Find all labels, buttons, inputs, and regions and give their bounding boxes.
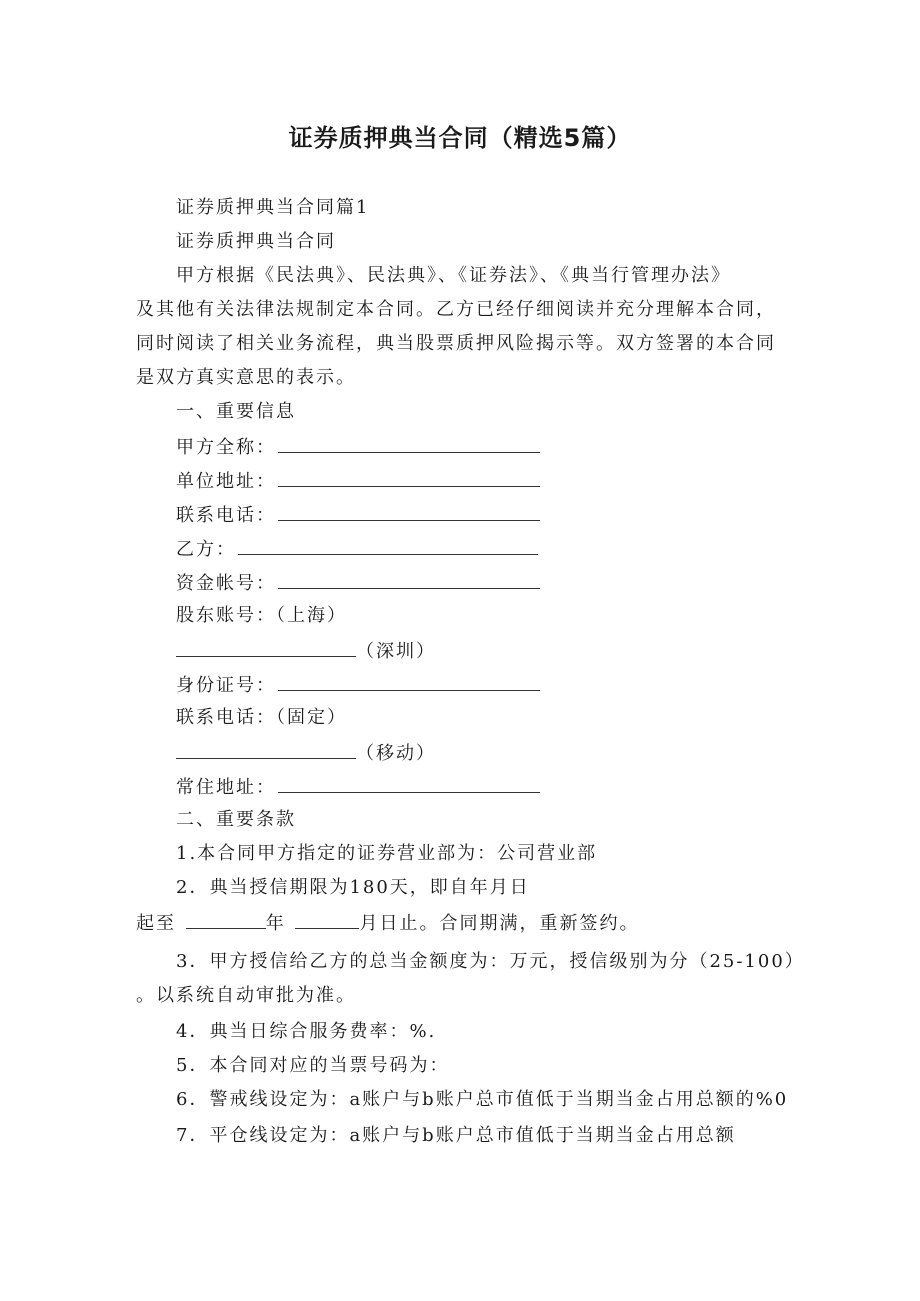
shenzhen-row <box>176 638 436 664</box>
contact-phone-fixed-row: 联系电话：（固定） <box>176 707 347 728</box>
part2-heading: 二、重要条款 <box>176 809 296 830</box>
contact-phone-blank <box>278 502 540 521</box>
id-number-label: 身份证号： <box>176 675 276 696</box>
id-number-row <box>176 672 540 698</box>
intro-line-4: 是双方真实意思的表示。 <box>136 367 356 388</box>
contact-phone-label: 联系电话： <box>176 505 276 526</box>
residence-row <box>176 774 540 800</box>
intro-line-3: 同时阅读了相关业务流程，典当股票质押风险揭示等。双方签署的本合同 <box>136 333 776 354</box>
residence-blank <box>278 774 540 793</box>
contact-phone-row <box>176 502 540 528</box>
intro-line-1: 甲方根据《民法典》、民法典》、《证券法》、《典当行管理办法》 <box>176 265 731 286</box>
part1-heading: 一、重要信息 <box>176 401 296 422</box>
party-b-label: 乙方： <box>176 539 236 560</box>
clause-2-year-label: 年 <box>265 913 286 934</box>
mobile-blank <box>176 740 356 759</box>
contract-name: 证券质押典当合同 <box>176 231 336 252</box>
clause-2-continued <box>136 910 639 936</box>
clause-2: 2．典当授信期限为180天，即自年月日 <box>176 877 530 898</box>
shenzhen-label: （深圳） <box>356 641 436 662</box>
party-b-row <box>176 536 538 562</box>
fund-account-blank <box>278 570 540 589</box>
shareholder-account-row: 股东账号：（上海） <box>176 605 347 626</box>
mobile-label: （移动） <box>356 743 436 764</box>
document-title: 证券质押典当合同（精选5篇） <box>288 124 632 152</box>
clause-7: 7．平仓线设定为：a账户与b账户总市值低于当期当金占用总额 <box>176 1125 736 1146</box>
party-a-name-blank <box>278 434 540 453</box>
clause-3: 3．甲方授信给乙方的总当金额度为：万元，授信级别为分（25-100） <box>176 951 805 972</box>
clause-4: 4．典当日综合服务费率：%. <box>176 1021 437 1042</box>
fund-account-label: 资金帐号： <box>176 573 276 594</box>
party-a-name-label: 甲方全称： <box>176 437 276 458</box>
unit-address-blank <box>278 468 540 487</box>
clause-2-month-blank <box>295 910 359 929</box>
clause-3-continued: 。以系统自动审批为准。 <box>136 985 356 1006</box>
party-b-blank <box>238 536 538 555</box>
clause-6: 6．警戒线设定为：a账户与b账户总市值低于当期当金占用总额的%0 <box>176 1089 789 1110</box>
shenzhen-blank <box>176 638 356 657</box>
clause-2-year-blank <box>186 910 266 929</box>
intro-line-2: 及其他有关法律法规制定本合同。乙方已经仔细阅读并充分理解本合同， <box>136 299 776 320</box>
residence-label: 常住地址： <box>176 777 276 798</box>
unit-address-row <box>176 468 540 494</box>
clause-1: 1.本合同甲方指定的证券营业部为：公司营业部 <box>176 843 598 864</box>
section-heading: 证券质押典当合同篇1 <box>176 197 370 218</box>
unit-address-label: 单位地址： <box>176 471 276 492</box>
clause-2-end-label: 月日止。合同期满，重新签约。 <box>359 913 640 934</box>
mobile-row <box>176 740 436 766</box>
party-a-name-row <box>176 434 540 460</box>
fund-account-row <box>176 570 540 596</box>
clause-2-from-label: 起至 <box>136 913 176 934</box>
id-number-blank <box>278 672 540 691</box>
clause-5: 5．本合同对应的当票号码为： <box>176 1055 450 1076</box>
